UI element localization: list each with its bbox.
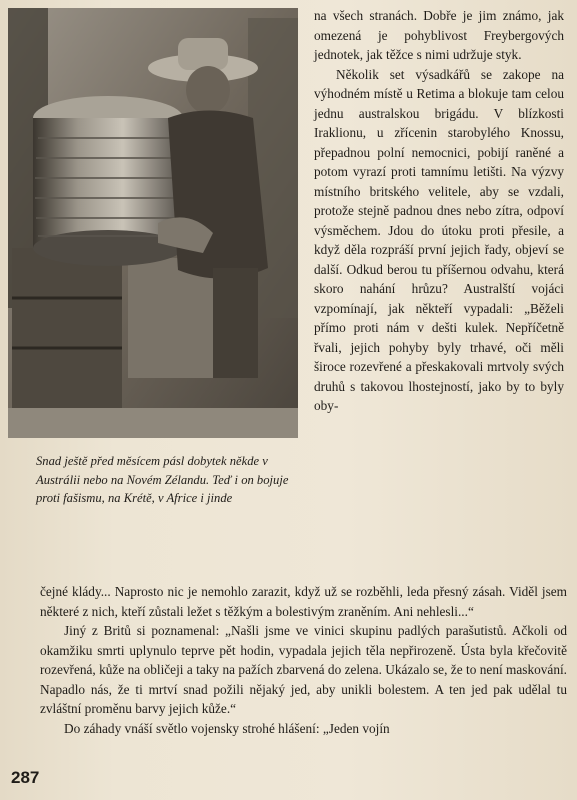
- right-paragraph-2: Několik set výsadkářů se zakope na výhodném místě u Retima a blokuje tam celou jednu australskou brigádu. V blízkosti Iraklionu, u zřícenin starobylého Knossu, přepadnou polní nemocnici, pobijí raněné a potom vyrazí proti tamnímu letišti. Na výzvy místního britského velitele, aby se vzdali, protože stejně padnou dnes nebo zítra, odpoví výsměchem. Jdou do útoku proti přesile, a když děla rozpráší první jejich řady, objeví se další. Odkud berou tu příšernou odvahu, která skoro nahání hrůzu? Australští vojáci vzpomínají, jak někteří vypadali: „Běželi přímo proti nám v dešti kulek. Nepříčetně řvali, jejich pohyby byly trhavé, oči měli široce rozevřené a přeskakovali mrtvoly svých druhů s takovou lhostejností, jako by to byly oby-: [314, 66, 564, 413]
- caption-text: Snad ještě před měsícem pásl dobytek někde v Austrálii nebo na Novém Zélandu. Teď i on bojuje proti fašismu, na Krétě, v Africe i jinde: [36, 454, 289, 506]
- right-text-column: [314, 6, 564, 416]
- full-paragraph-3: Do záhady vnáší světlo vojensky strohé hlášení: „Jeden vojín: [64, 720, 390, 736]
- full-width-text: [40, 582, 567, 738]
- photo-caption: [36, 452, 298, 508]
- soldier-with-barrel-photo-icon: [8, 8, 298, 438]
- right-paragraph-1: na všech stranách. Dobře je jim známo, jak omezená je pohyblivost Freybergových jednotek, jak těžce s nimi udržuje styk.: [314, 8, 564, 62]
- full-paragraph-2: Jiný z Britů si poznamenal: „Našli jsme ve vinici skupinu padlých parašutistů. Ačkoli od okamžiku smrti uplynulo teprve pět hodin, vypadala jejich těla nepřirozeně. Ústa byla křečovitě rozevřená, kůže na obličeji a taky na pažích zbarvená do zelena. Ukázalo se, že to není maskování. Napadlo nás, že ti mrtví snad požili nějaký jed, aby unikli bolestem. A ten jed pak udělal tu zvláštní proměnu barvy jejich kůže.“: [40, 623, 567, 716]
- soldier-photo: [8, 8, 298, 438]
- page-number: 287: [11, 768, 40, 787]
- full-paragraph-1: čejné klády... Naprosto nic je nemohlo zarazit, když už se rozběhli, leda přesný zásah. Viděl jsem některé z nich, kteří zůstali ležet s těžkým a bolestivým zraněním. Ani nehlesli...“: [40, 584, 567, 619]
